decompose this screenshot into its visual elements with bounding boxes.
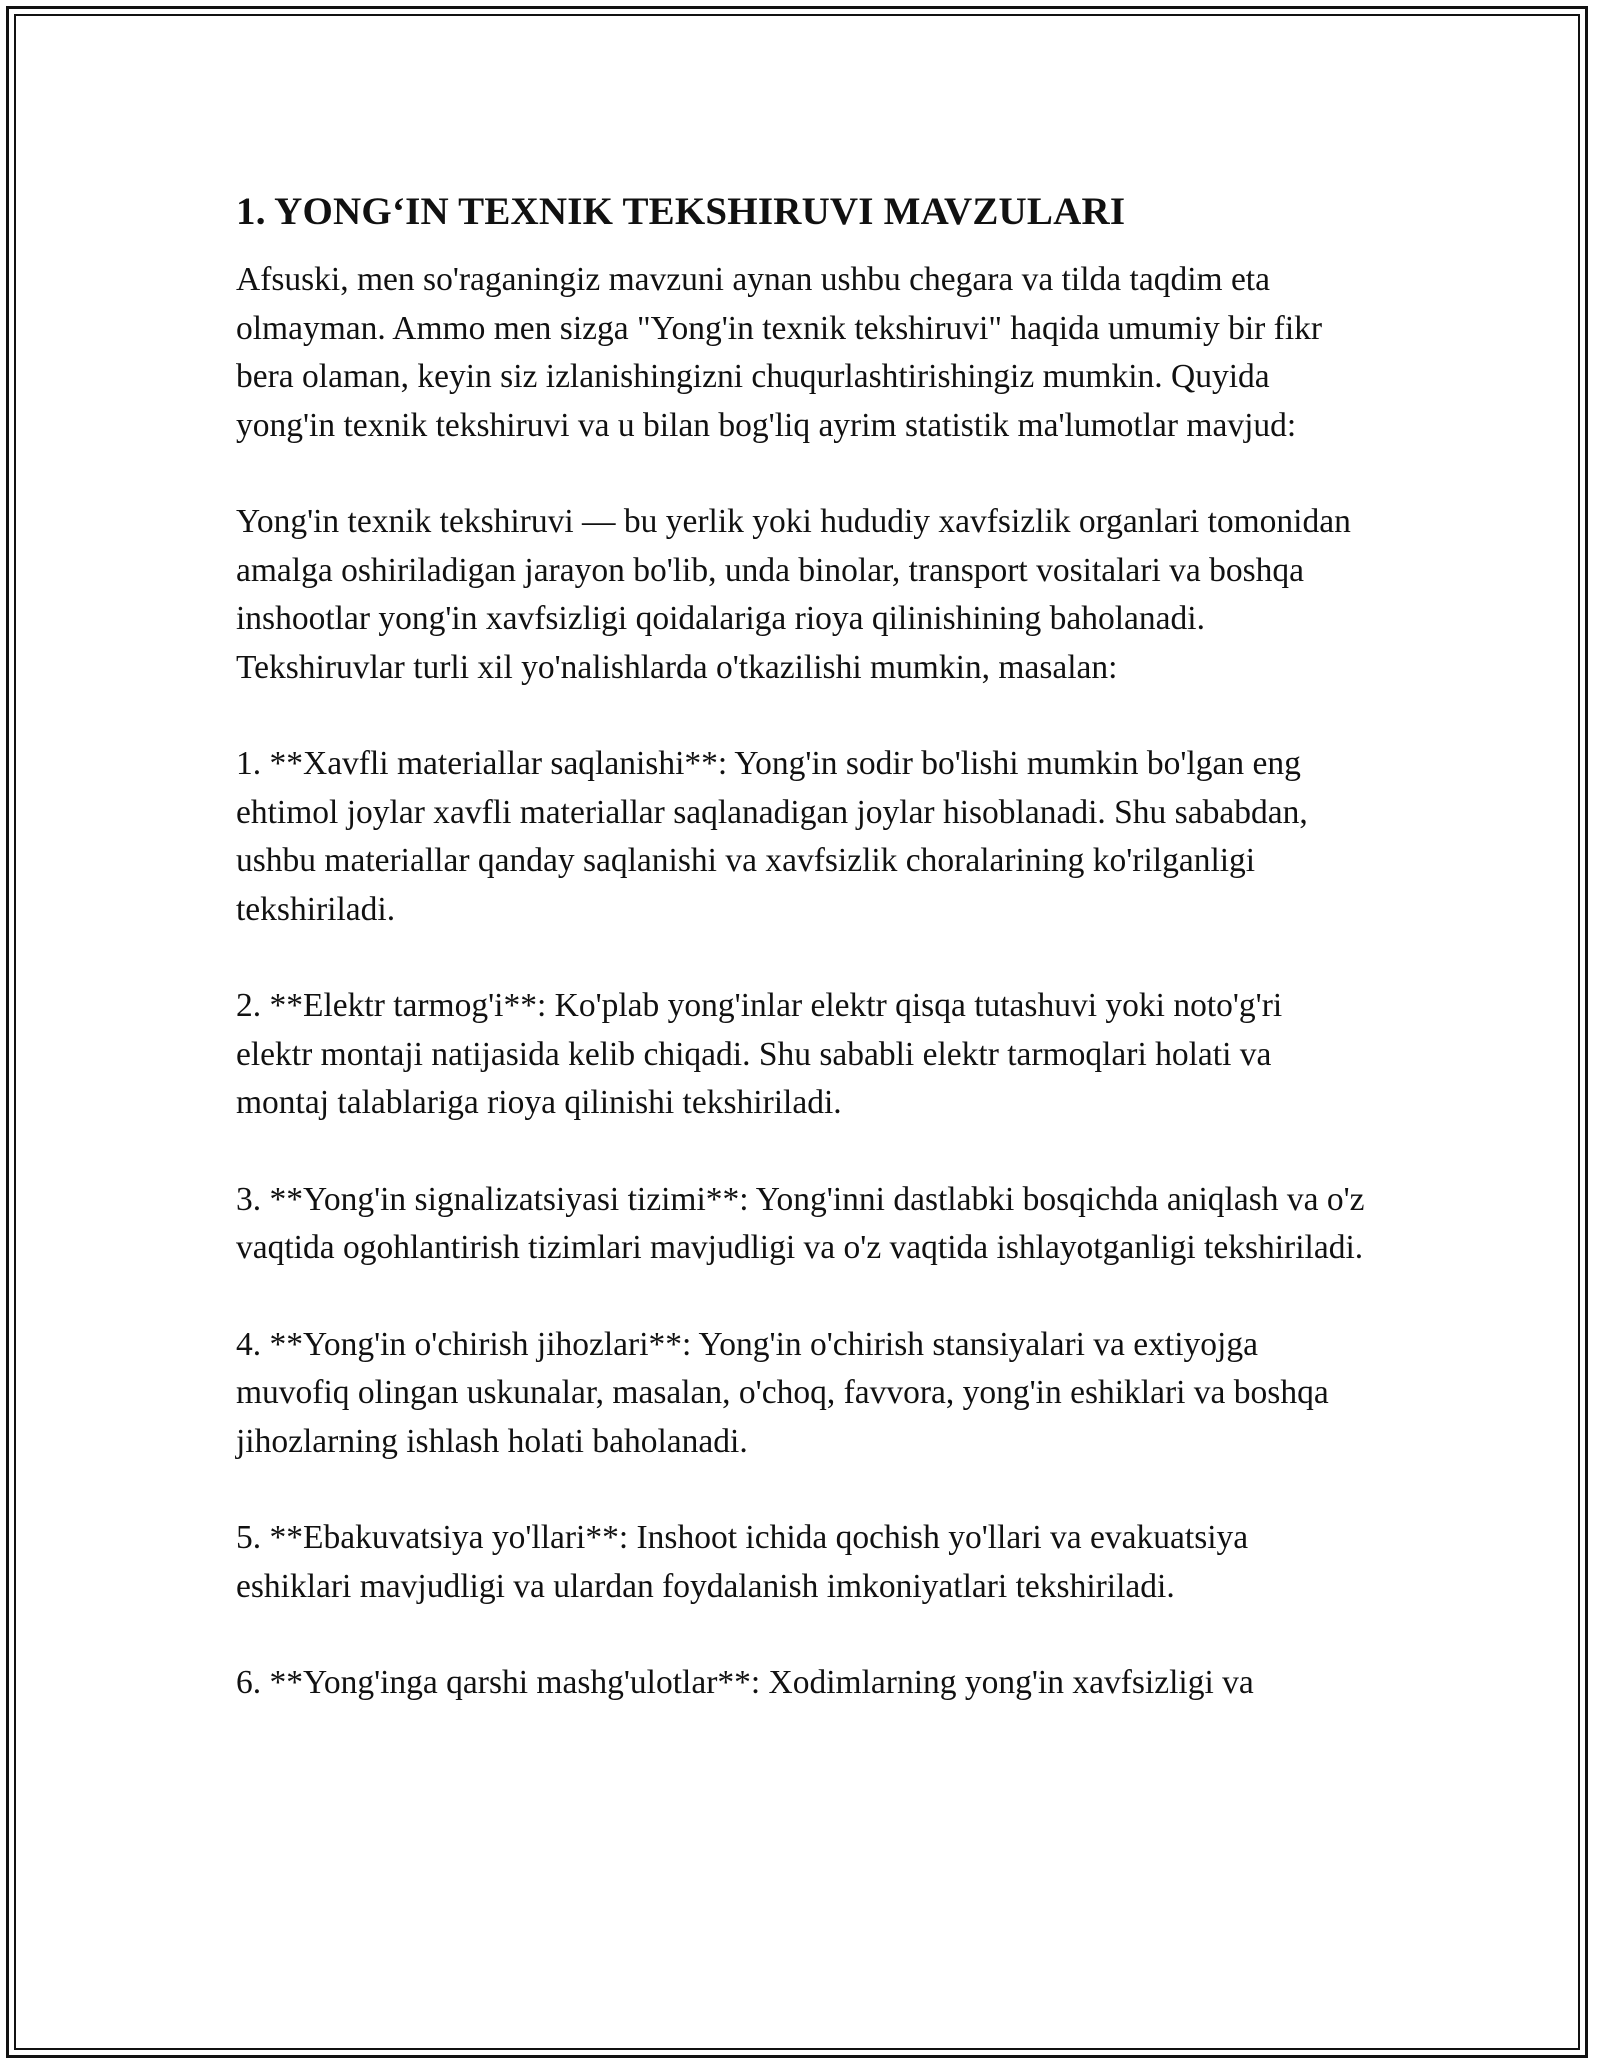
document-title: 1. YONG‘IN TEXNIK TEKSHIRUVI MAVZULARI (236, 190, 1126, 233)
intro-paragraph: Afsuski, men so'raganingiz mavzuni aynan ushbu chegara va tilda taqdim eta olmayman. Ammo men sizga "Yong'in texnik tekshiruvi" haqida umumiy bir fikr bera olaman, keyin siz izlanishingizni chuqurlashtirishingiz mumkin. Quyida yong'in texnik tekshiruvi va u bilan bog'liq ayrim statistik ma'lumotlar mavjud: (236, 261, 1323, 444)
list-item-4: 4. **Yong'in o'chirish jihozlari**: Yong'in o'chirish stansiyalari va extiyojga muvofiq olingan uskunalar, masalan, o'choq, favvora, yong'in eshiklari va boshqa jihozlarning ishlash holati baholanadi. (236, 1325, 1329, 1460)
list-item-6: 6. **Yong'inga qarshi mashg'ulotlar**: Xodimlarning yong'in xavfsizligi va (236, 1664, 1254, 1701)
list-item-2: 2. **Elektr tarmog'i**: Ko'plab yong'inlar elektr qisqa tutashuvi yoki noto'g'ri elektr montaji natijasida kelib chiqadi. Shu sababli elektr tarmoqlari holati va montaj talablariga rioya qilinishi tekshiriladi. (236, 987, 1283, 1121)
list-item-1: 1. **Xavfli materiallar saqlanishi**: Yong'in sodir bo'lishi mumkin bo'lgan eng ehtimol joylar xavfli materiallar saqlanadigan joylar hisoblanadi. Shu sababdan, ushbu materiallar qanday saqlanishi va xavfsizlik choralarining ko'rilganligi tekshiriladi. (236, 745, 1308, 928)
list-item-3: 3. **Yong'in signalizatsiyasi tizimi**: Yong'inni dastlabki bosqichda aniqlash va o'z vaqtida ogohlantirish tizimlari mavjudligi va o'z vaqtida ishlayotganligi tekshiriladi. (236, 1180, 1365, 1266)
document-body (236, 186, 1366, 1708)
list-item-5: 5. **Ebakuvatsiya yo'llari**: Inshoot ichida qochish yo'llari va evakuatsiya eshiklari mavjudligi va ulardan foydalanish imkoniyatlari tekshiriladi. (236, 1519, 1249, 1605)
definition-paragraph: Yong'in texnik tekshiruvi — bu yerlik yoki hududiy xavfsizlik organlari tomonidan amalga oshiriladigan jarayon bo'lib, unda binolar, transport vositalari va boshqa inshootlar yong'in xavfsizligi qoidalariga rioya qilinishining baholanadi. Tekshiruvlar turli xil yo'nalishlarda o'tkazilishi mumkin, masalan: (236, 503, 1351, 686)
